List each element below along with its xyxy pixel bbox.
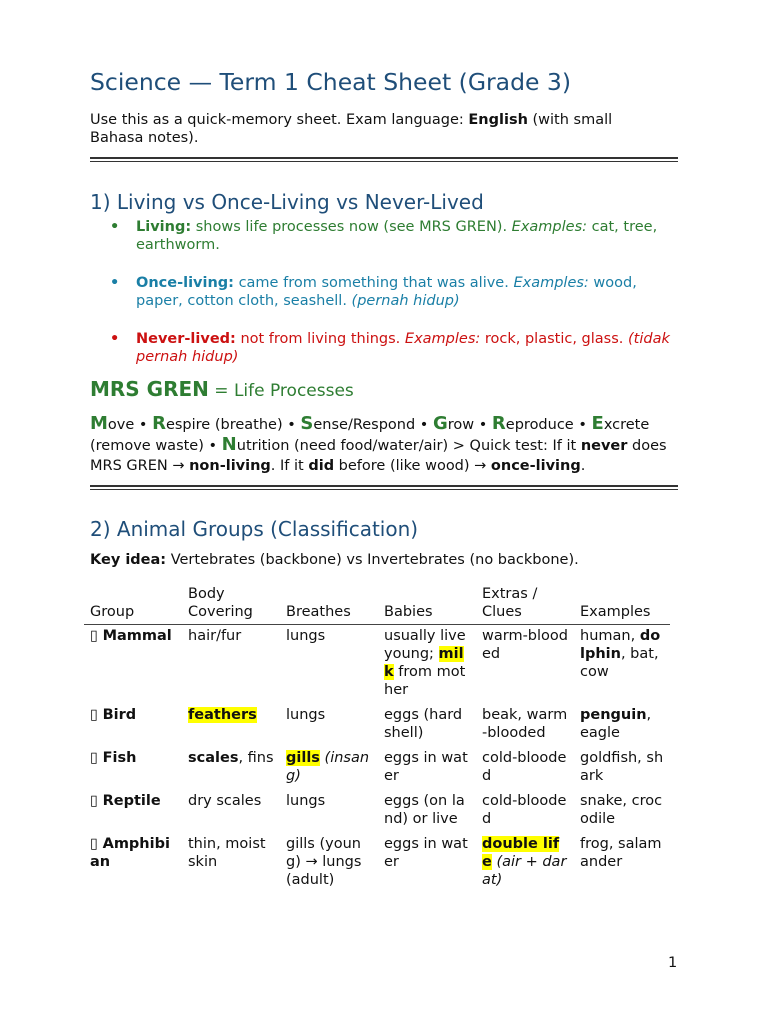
animal-icon: ▯ xyxy=(90,836,98,852)
process-initial: N xyxy=(221,434,237,455)
column-header: Examples xyxy=(574,582,670,625)
living-bullets xyxy=(90,218,680,366)
group-name: Amphibian xyxy=(90,836,170,870)
intro-text: Use this as a quick-memory sheet. Exam language: xyxy=(90,112,469,128)
page-number: 1 xyxy=(668,955,678,971)
bullet-note: (pernah hidup) xyxy=(351,293,460,309)
intro-bold: English xyxy=(468,112,528,128)
quick-test-bold: once-living xyxy=(490,458,581,474)
bullet-dot-icon: • xyxy=(110,275,120,291)
covering-cell xyxy=(182,790,280,833)
covering-cell xyxy=(182,747,280,790)
group-cell xyxy=(84,790,182,833)
cell-text: , eagle xyxy=(580,707,652,741)
extras-cell xyxy=(476,747,574,790)
cell-text: dolphin xyxy=(580,628,661,662)
animal-icon: ▯ xyxy=(90,628,98,644)
bullet-text: not from living things. xyxy=(235,331,405,347)
column-header: Babies xyxy=(378,582,476,625)
bullet-dot-icon: • xyxy=(110,219,120,235)
cell-text: lungs xyxy=(286,707,326,723)
extras-cell xyxy=(476,833,574,894)
cell-text: (insang) xyxy=(286,750,370,784)
table-body xyxy=(84,625,670,895)
examples-cell xyxy=(574,625,670,705)
mrs-gren-subtitle: = Life Processes xyxy=(208,381,354,401)
breathes-cell xyxy=(280,625,378,705)
group-cell xyxy=(84,833,182,894)
cell-text: cold-blooded xyxy=(482,750,567,784)
breathes-cell xyxy=(280,747,378,790)
bullet-examples-label: Examples: xyxy=(511,219,588,235)
cell-text: frog, salamander xyxy=(580,836,662,870)
cell-text: double life xyxy=(482,836,560,870)
bullet-examples: cat, tree, earthworm. xyxy=(136,219,658,253)
cell-text: snake, crocodile xyxy=(580,793,663,827)
cell-text: scales xyxy=(188,750,239,766)
animal-icon: ▯ xyxy=(90,707,98,723)
process-word: utrition (need food/water/air) xyxy=(236,438,449,454)
process-initial: M xyxy=(90,413,108,434)
bullet-examples: wood, paper, cotton cloth, seashell. xyxy=(136,275,637,309)
process-initial: R xyxy=(491,413,506,434)
table-row xyxy=(84,704,670,747)
cell-text: warm-blooded xyxy=(482,628,568,662)
process-initial: E xyxy=(591,413,604,434)
table-row xyxy=(84,747,670,790)
bullet-living xyxy=(90,218,680,254)
cell-text: eggs (hard shell) xyxy=(384,707,463,741)
cell-text: , fins xyxy=(238,750,274,766)
section2-heading: 2) Animal Groups (Classification) xyxy=(90,517,419,541)
table-row xyxy=(84,833,670,894)
cell-text: usually live young; xyxy=(384,628,466,662)
covering-cell xyxy=(182,833,280,894)
animal-groups-table xyxy=(84,582,670,894)
bullet-note: (tidak pernah hidup) xyxy=(136,331,670,365)
group-name: Bird xyxy=(102,707,137,723)
examples-cell xyxy=(574,790,670,833)
cell-text: lungs xyxy=(286,628,326,644)
process-separator: • xyxy=(203,438,222,454)
process-word: ove xyxy=(107,417,135,433)
animal-icon: ▯ xyxy=(90,793,98,809)
mrs-gren-title: MRS GREN xyxy=(90,377,209,401)
cell-text: dry scales xyxy=(188,793,262,809)
section-divider xyxy=(90,485,678,490)
quick-test-text: . xyxy=(580,458,586,474)
quick-test-bold: non-living xyxy=(189,458,271,474)
babies-cell xyxy=(378,747,476,790)
covering-cell xyxy=(182,625,280,705)
group-name: Fish xyxy=(102,750,137,766)
cell-text: thin, moist skin xyxy=(188,836,266,870)
process-word: espire (breathe) xyxy=(165,417,283,433)
breathes-cell xyxy=(280,704,378,747)
column-header: Body Covering xyxy=(182,582,280,625)
key-idea-label: Key idea: xyxy=(90,552,167,568)
bullet-examples: rock, plastic, glass. xyxy=(480,331,628,347)
cell-text: human, xyxy=(580,628,640,644)
column-header: Group xyxy=(84,582,182,625)
mrs-gren-heading xyxy=(90,377,354,401)
cell-text: cold-blooded xyxy=(482,793,567,827)
cell-text: eggs (on land) or live xyxy=(384,793,465,827)
cell-text: eggs in water xyxy=(384,750,468,784)
cell-text: (air + darat) xyxy=(482,854,567,888)
cell-text: gills (young) → lungs (adult) xyxy=(286,836,362,888)
table-row xyxy=(84,790,670,833)
babies-cell xyxy=(378,704,476,747)
process-word: ense/Respond xyxy=(313,417,416,433)
process-separator: • xyxy=(474,417,492,433)
column-header: Extras / Clues xyxy=(476,582,574,625)
table-row xyxy=(84,625,670,705)
cell-text: lungs xyxy=(286,793,326,809)
section-divider xyxy=(90,157,678,162)
extras-cell xyxy=(476,625,574,705)
covering-cell xyxy=(182,704,280,747)
quick-test-text: > Quick test: If it xyxy=(448,438,581,454)
section1-heading: 1) Living vs Once-Living vs Never-Lived xyxy=(90,190,484,214)
extras-cell xyxy=(476,704,574,747)
process-initial: G xyxy=(432,413,448,434)
process-separator: • xyxy=(134,417,153,433)
quick-test-bold: never xyxy=(580,438,628,454)
key-idea xyxy=(90,552,579,568)
bullet-examples-label: Examples: xyxy=(404,331,481,347)
bullet-label: Once-living: xyxy=(136,275,234,291)
group-cell xyxy=(84,625,182,705)
intro-text-end: (with small Bahasa notes). xyxy=(90,112,613,146)
babies-cell xyxy=(378,625,476,705)
bullet-text: came from something that was alive. xyxy=(233,275,514,291)
bullet-text: shows life processes now (see MRS GREN). xyxy=(191,219,512,235)
key-idea-text: Vertebrates (backbone) vs Invertebrates (no backbone). xyxy=(166,552,579,568)
mrs-gren-processes xyxy=(90,414,680,476)
page-title: Science — Term 1 Cheat Sheet (Grade 3) xyxy=(90,68,572,96)
cell-text: milk xyxy=(384,646,464,680)
breathes-cell xyxy=(280,790,378,833)
cell-text: feathers xyxy=(188,707,257,723)
intro-paragraph xyxy=(90,111,660,147)
process-separator: • xyxy=(415,417,433,433)
process-initial: R xyxy=(152,413,166,434)
breathes-cell xyxy=(280,833,378,894)
group-name: Mammal xyxy=(102,628,172,644)
bullet-dot-icon: • xyxy=(110,331,120,347)
process-initial: S xyxy=(300,413,314,434)
quick-test-text: does MRS GREN → xyxy=(90,438,667,474)
process-word: eproduce xyxy=(505,417,574,433)
cell-text: gills xyxy=(286,750,320,766)
cell-text: , bat, cow xyxy=(580,646,659,680)
cell-text: penguin xyxy=(580,707,647,723)
animal-icon: ▯ xyxy=(90,750,98,766)
cell-text: hair/fur xyxy=(188,628,242,644)
bullet-once-living xyxy=(90,274,680,310)
cell-text: from mother xyxy=(384,664,466,698)
group-cell xyxy=(84,747,182,790)
bullet-never-lived xyxy=(90,330,680,366)
cell-text: eggs in water xyxy=(384,836,468,870)
process-separator: • xyxy=(573,417,592,433)
table-header-row xyxy=(84,582,670,625)
quick-test-bold: did xyxy=(308,458,335,474)
bullet-label: Never-lived: xyxy=(136,331,236,347)
examples-cell xyxy=(574,747,670,790)
bullet-examples-label: Examples: xyxy=(513,275,589,291)
process-word: row xyxy=(447,417,475,433)
process-word: xcrete (remove waste) xyxy=(90,417,650,454)
babies-cell xyxy=(378,833,476,894)
group-name: Reptile xyxy=(102,793,161,809)
extras-cell xyxy=(476,790,574,833)
bullet-label: Living: xyxy=(136,219,192,235)
column-header: Breathes xyxy=(280,582,378,625)
quick-test-text: before (like wood) → xyxy=(334,458,491,474)
examples-cell xyxy=(574,704,670,747)
quick-test-text: . If it xyxy=(270,458,309,474)
process-separator: • xyxy=(282,417,301,433)
cell-text: goldfish, shark xyxy=(580,750,664,784)
cell-text: beak, warm-blooded xyxy=(482,707,568,741)
examples-cell xyxy=(574,833,670,894)
babies-cell xyxy=(378,790,476,833)
group-cell xyxy=(84,704,182,747)
